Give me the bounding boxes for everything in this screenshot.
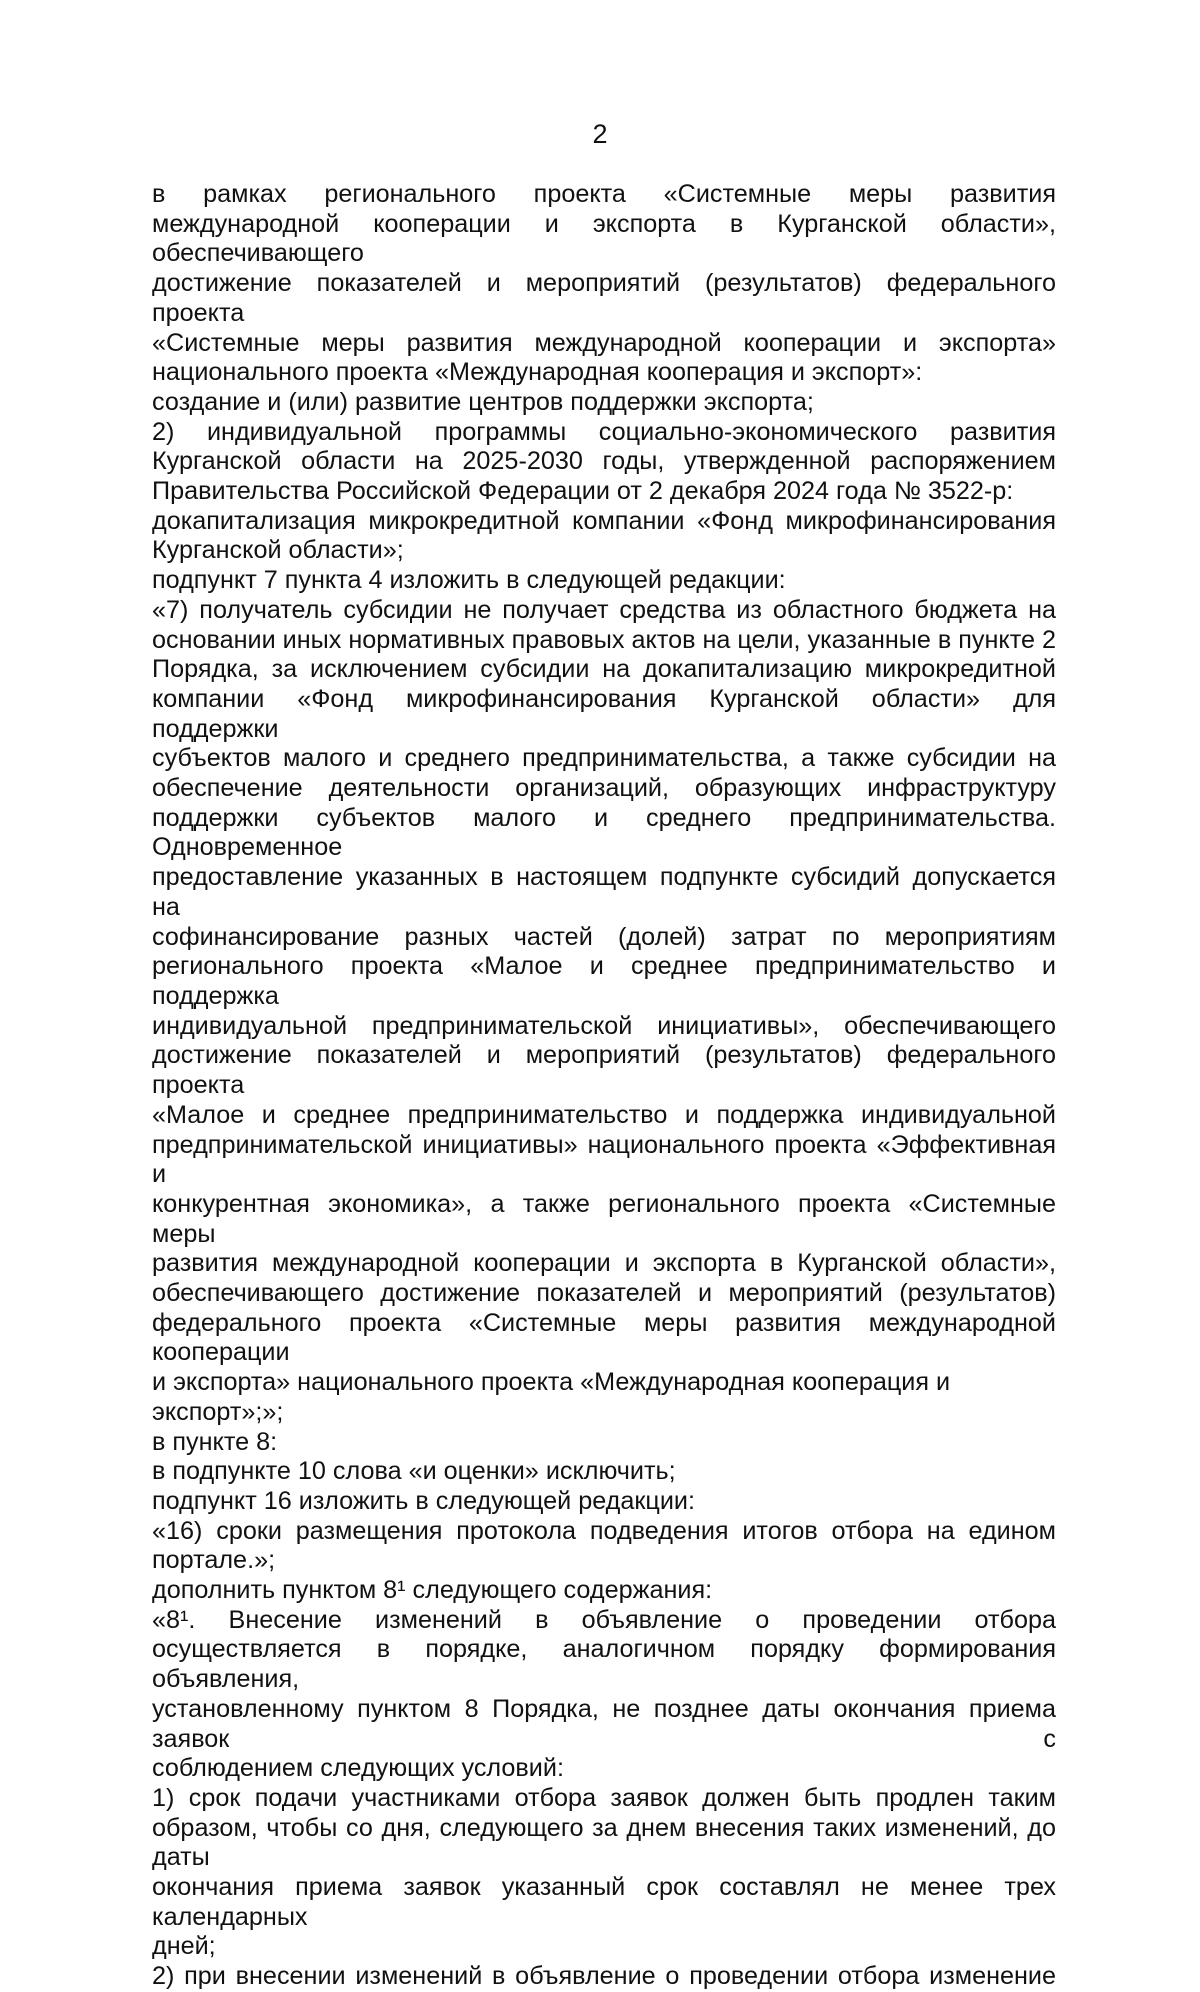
text-line: 2) индивидуальной программы социально-экономического развития — [152, 417, 1056, 446]
text-line: образом, чтобы со дня, следующего за днем внесения таких изменений, до даты — [152, 1813, 1056, 1872]
text-line: 2) при внесении изменений в объявление о проведении отбора изменение — [152, 1962, 1056, 1991]
text-line: обеспечение деятельности организаций, образующих инфраструктуру — [152, 774, 1056, 803]
text-line: Курганской области на 2025-2030 годы, утвержденной распоряжением — [152, 447, 1056, 476]
text-line: «16) сроки размещения протокола подведения итогов отбора на едином — [152, 1516, 1056, 1545]
text-line: создание и (или) развитие центров поддержки экспорта; — [152, 387, 814, 416]
text-line: установленному пунктом 8 Порядка, не позднее даты окончания приема заявок с — [152, 1694, 1056, 1753]
text-line: достижение показателей и мероприятий (результатов) федерального проекта — [152, 269, 1056, 327]
text-line: обеспечивающего достижение показателей и мероприятий (результатов) — [152, 1279, 1056, 1308]
text-line: достижение показателей и мероприятий (результатов) федерального проекта — [152, 1041, 1056, 1100]
text-line: в рамках регионального проекта «Системные меры развития — [152, 180, 1056, 208]
text-line: Правительства Российской Федерации от 2 декабря 2024 года № 3522-р: — [152, 477, 1014, 506]
text-line: национального проекта «Международная кооперация и экспорт»: — [152, 358, 923, 387]
text-line: «8¹. Внесение изменений в объявление о проведении отбора — [152, 1605, 1056, 1634]
text-line: соблюдением следующих условий: — [152, 1754, 564, 1783]
text-line: конкурентная экономика», а также регионального проекта «Системные меры — [152, 1189, 1056, 1248]
text-line: предоставление указанных в настоящем подпункте субсидий допускается на — [152, 863, 1056, 921]
text-line: софинансирование разных частей (долей) затрат по мероприятиям — [152, 922, 1056, 951]
text-line: докапитализация микрокредитной компании «Фонд микрофинансирования — [152, 506, 1056, 535]
text-line: портале.»; — [152, 1546, 276, 1575]
text-line: «Малое и среднее предпринимательство и поддержка индивидуальной — [152, 1100, 1056, 1129]
text-line: Порядка, за исключением субсидии на докапитализацию микрокредитной — [152, 655, 1056, 684]
text-line: развития международной кооперации и экспорта в Курганской области», — [152, 1249, 1056, 1278]
text-line: окончания приема заявок указанный срок составлял не менее трех календарных — [152, 1873, 1056, 1931]
document-body — [152, 180, 1056, 1992]
text-line: в подпункте 10 слова «и оценки» исключить; — [152, 1457, 676, 1486]
text-line: индивидуальной предпринимательской инициативы», обеспечивающего — [152, 1011, 1056, 1040]
text-line: регионального проекта «Малое и среднее предпринимательство и поддержка — [152, 952, 1056, 1010]
text-line: международной кооперации и экспорта в Курганской области», обеспечивающего — [152, 209, 1056, 268]
text-line: подпункт 16 изложить в следующей редакции: — [152, 1486, 695, 1515]
text-line: 1) срок подачи участниками отбора заявок должен быть продлен таким — [152, 1783, 1056, 1812]
text-line: предпринимательской инициативы» национального проекта «Эффективная и — [152, 1130, 1056, 1189]
text-line: Курганской области»; — [152, 536, 404, 565]
text-line: осуществляется в порядке, аналогичном порядку формирования объявления, — [152, 1635, 1056, 1694]
text-line: компании «Фонд микрофинансирования Курганской области» для поддержки — [152, 684, 1056, 743]
page-number: 2 — [592, 119, 608, 149]
text-line: дополнить пунктом 8¹ следующего содержания: — [152, 1576, 713, 1605]
text-line: «Системные меры развития международной кооперации и экспорта» — [152, 328, 1056, 357]
text-line: подпункт 7 пункта 4 изложить в следующей редакции: — [152, 566, 786, 595]
text-line: в пункте 8: — [152, 1427, 278, 1456]
text-line: и экспорта» национального проекта «Международная кооперация и экспорт»;»; — [152, 1368, 951, 1426]
text-line: дней; — [152, 1932, 216, 1961]
text-line: основании иных нормативных правовых актов на цели, указанные в пункте 2 — [152, 625, 1056, 654]
text-line: федерального проекта «Системные меры развития международной кооперации — [152, 1308, 1056, 1367]
text-line: поддержки субъектов малого и среднего предпринимательства. Одновременное — [152, 803, 1056, 862]
text-line: субъектов малого и среднего предпринимательства, а также субсидии на — [152, 744, 1056, 773]
text-line: «7) получатель субсидии не получает средства из областного бюджета на — [152, 595, 1056, 624]
